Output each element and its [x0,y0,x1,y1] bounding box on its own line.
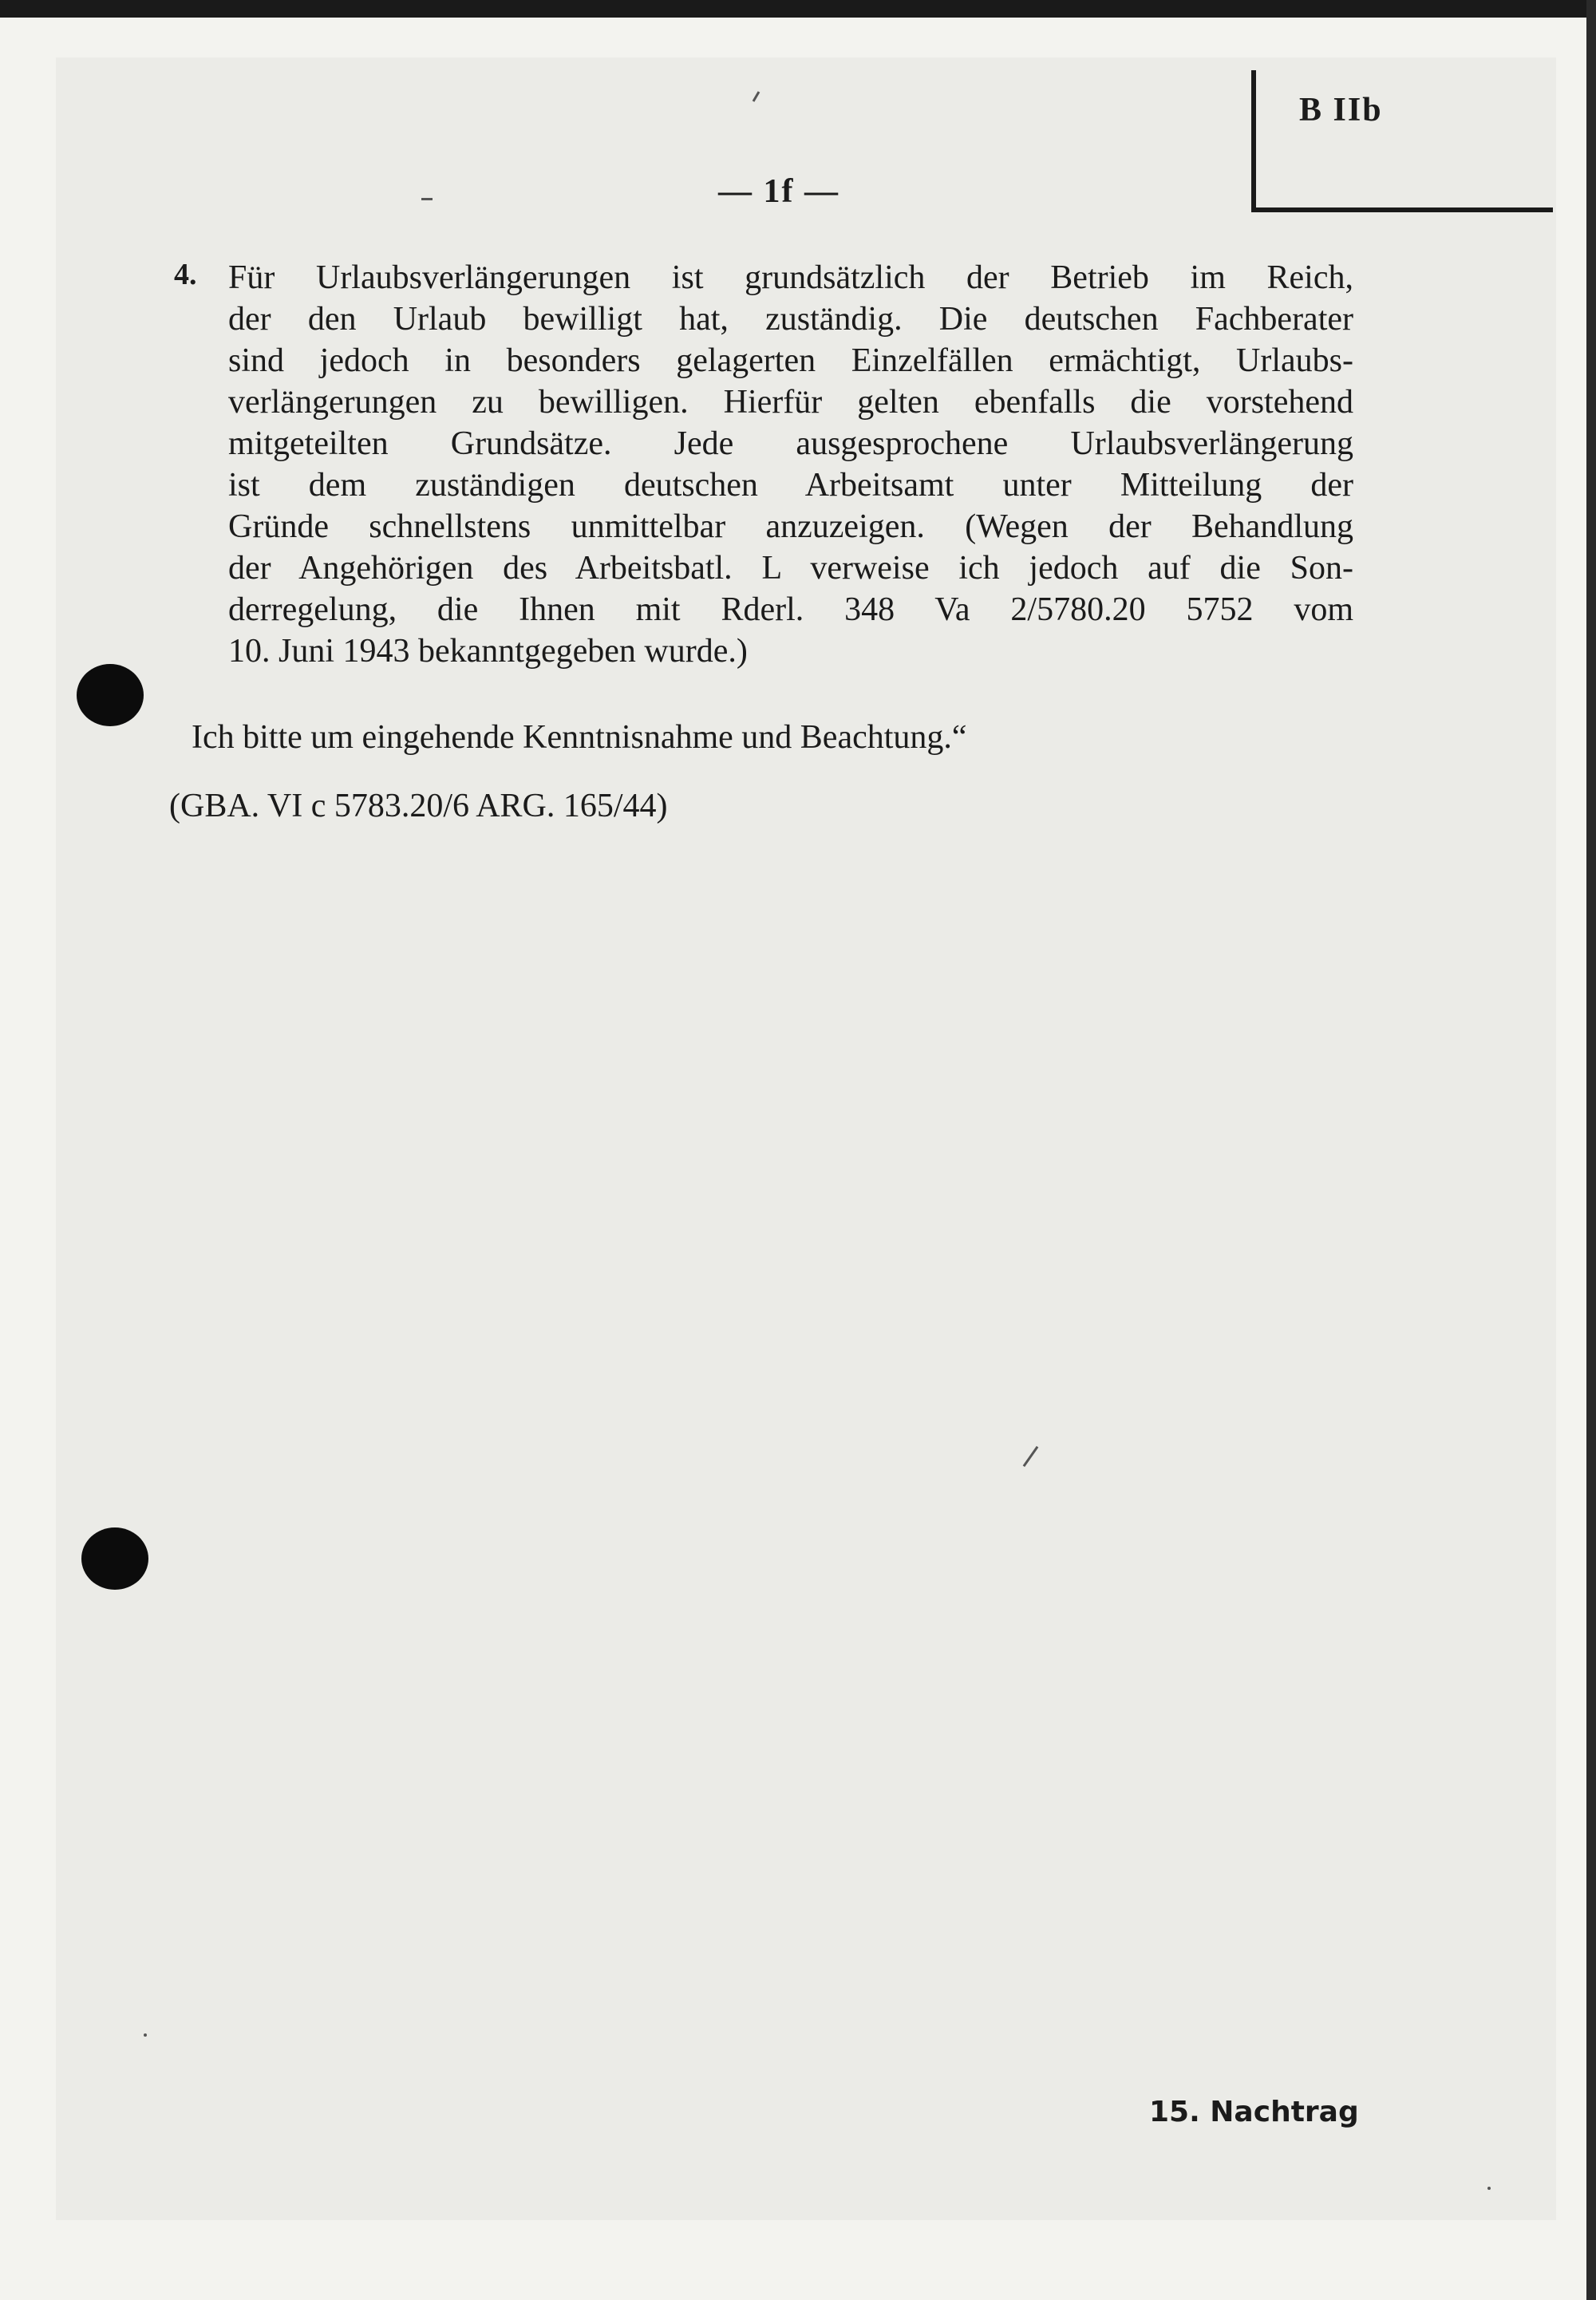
paragraph-line: sind jedoch in besonders gelagerten Einzelfällen ermächtigt, Urlaubs- [228,342,1353,379]
page-number: — 1f — [718,173,839,210]
punch-hole [77,664,144,726]
paragraph-line: verlängerungen zu bewilligen. Hierfür gelten ebenfalls die vorstehend [228,384,1353,421]
paragraph-line: derregelung, die Ihnen mit Rderl. 348 Va 2/5780.20 5752 vom [228,591,1353,628]
scan-speck [421,198,433,200]
scan-right-border [1586,0,1596,2300]
paragraph-line: ist dem zuständigen deutschen Arbeitsamt unter Mitteilung der [228,467,1353,504]
scan-top-border [0,0,1596,18]
paragraph-line: Gründe schnellstens unmittelbar anzuzeigen. (Wegen der Behandlung [228,508,1353,545]
paragraph-line: 10. Juni 1943 bekanntgegeben wurde.) [228,633,748,670]
paragraph-4 [228,257,1353,672]
paragraph-line: mitgeteilten Grundsätze. Jede ausgesprochene Urlaubsverlängerung [228,425,1353,462]
corner-box [1251,70,1553,212]
reference-citation: (GBA. VI c 5783.20/6 ARG. 165/44) [169,788,668,824]
supplement-number: 15. Nachtrag [1149,2096,1359,2128]
section-label: B IIb [1299,92,1383,128]
closing-sentence: Ich bitte um eingehende Kenntnisnahme und Beachtung.“ [192,719,967,756]
punch-hole [81,1527,148,1590]
paragraph-line: Für Urlaubsverlängerungen ist grundsätzlich der Betrieb im Reich, [228,259,1353,296]
scan-speck [144,2033,147,2037]
paragraph-line: der den Urlaub bewilligt hat, zuständig. Die deutschen Fachberater [228,301,1353,338]
scan-speck [1487,2187,1491,2190]
item-number: 4. [174,258,197,291]
paragraph-line: der Angehörigen des Arbeitsbatl. L verweise ich jedoch auf die Son- [228,550,1353,587]
